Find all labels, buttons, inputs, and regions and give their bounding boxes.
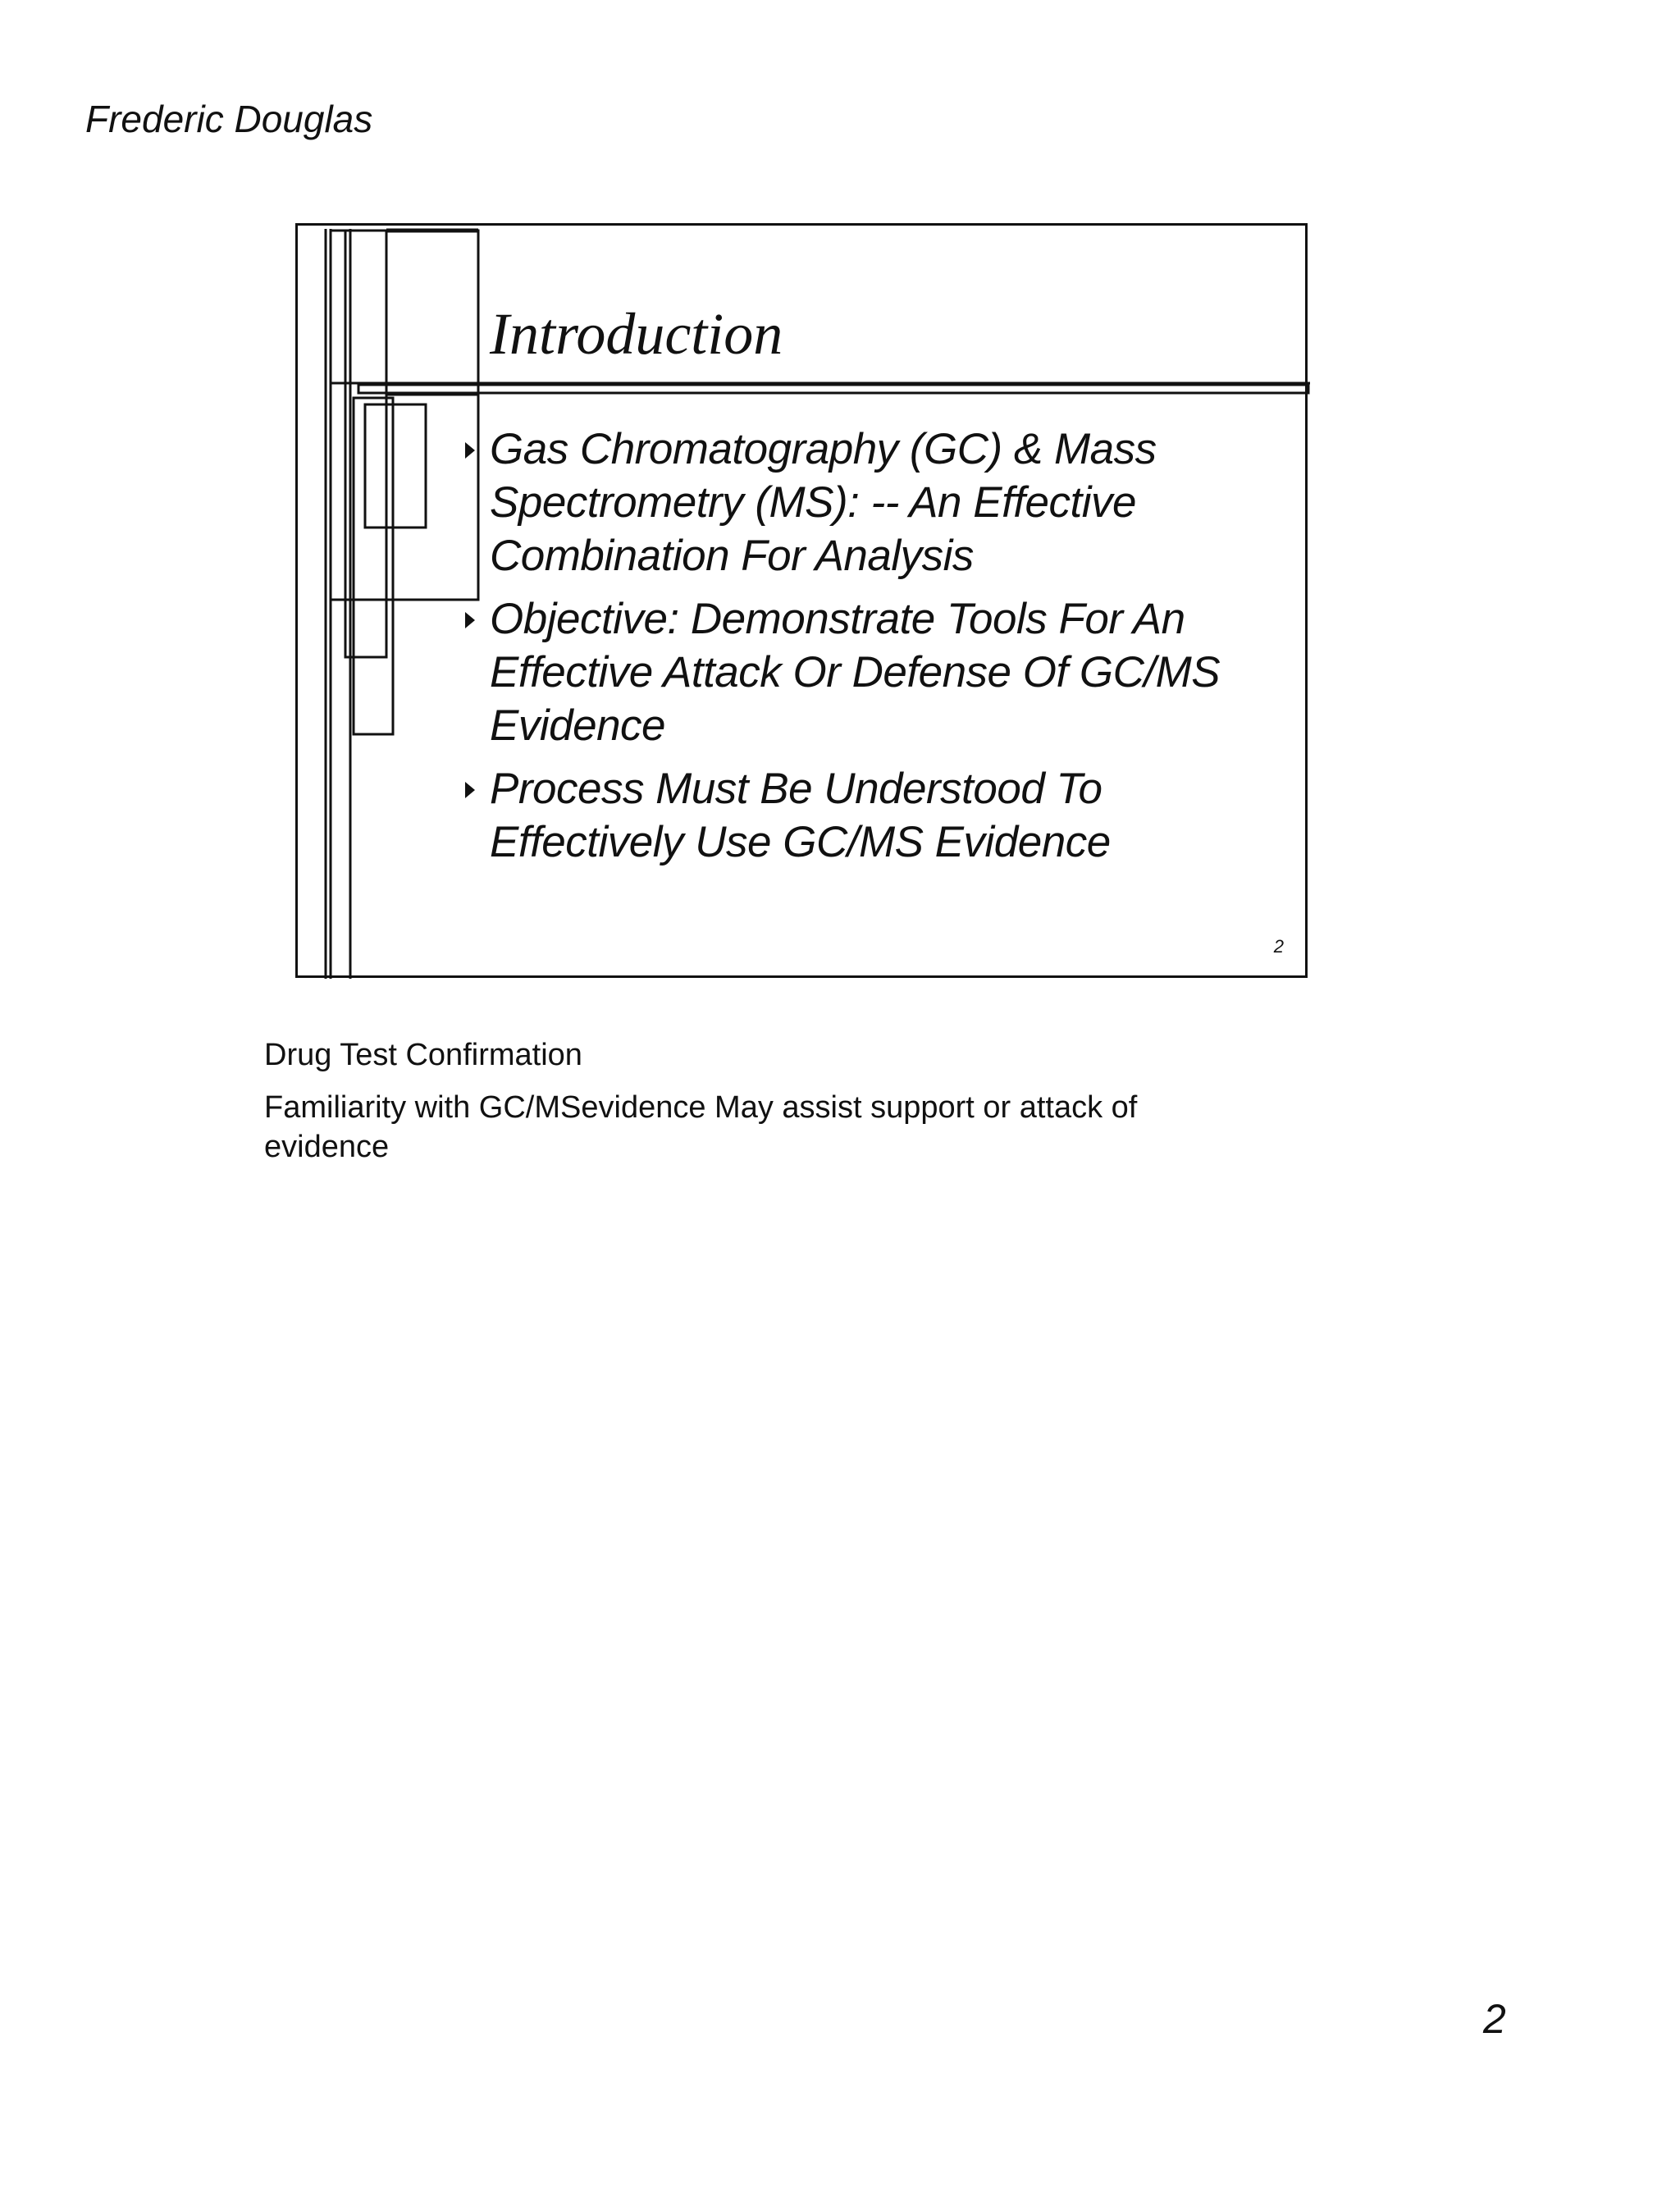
slide-number: 2 (1273, 936, 1284, 957)
author-name: Frederic Douglas (85, 98, 373, 140)
notes-line: Familiarity with GC/MSevidence May assist support or attack of evidence (264, 1090, 1138, 1164)
slide-bullet-text: Process Must Be Understood To Effectively Use GC/MS Evidence (490, 765, 1111, 866)
slide-title: Introduction (490, 301, 783, 367)
notes-line: Drug Test Confirmation (264, 1038, 582, 1072)
slide-bullet-text: Gas Chromatography (GC) & Mass Spectrometry (MS): -- An Effective Combination For Analysis (490, 425, 1157, 580)
slide-bullet-text: Objective: Demonstrate Tools For An Effective Attack Or Defense Of GC/MS Evidence (490, 595, 1221, 750)
slide-bullet-item (459, 422, 1279, 582)
slide-bullet-item (459, 592, 1279, 752)
triangle-bullet-icon (465, 442, 475, 459)
page-number: 2 (1483, 1996, 1506, 2042)
slide-bullet-list (459, 422, 1279, 879)
triangle-bullet-icon (465, 612, 475, 628)
speaker-notes (264, 1035, 1249, 1180)
slide-bullet-item (459, 762, 1279, 869)
triangle-bullet-icon (465, 782, 475, 798)
slide-thumbnail (295, 223, 1308, 978)
